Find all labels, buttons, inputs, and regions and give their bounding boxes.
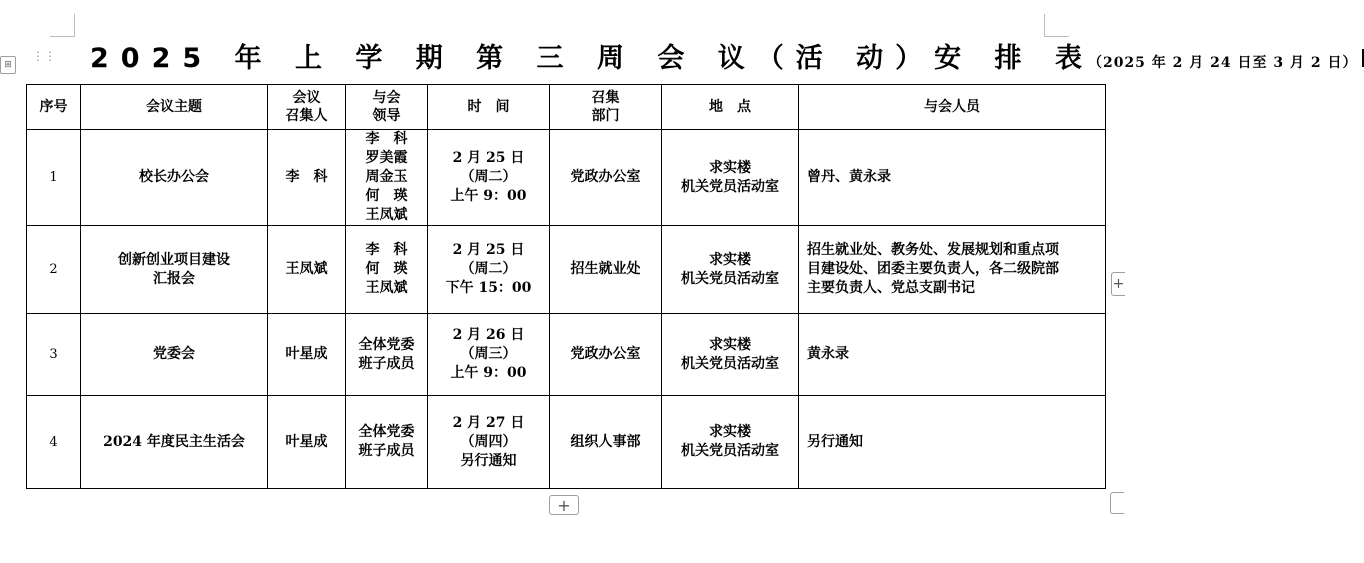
cell-topic[interactable] (81, 396, 268, 489)
leader-name: 罗美霞 (365, 150, 408, 166)
time-date: 2 月 26 日 (452, 327, 525, 343)
topic-line: 党委会 (153, 346, 195, 362)
leader-name: 班子成员 (358, 443, 415, 459)
location-room: 机关党员活动室 (681, 178, 779, 195)
schedule-table[interactable] (26, 84, 1106, 489)
header-attendees[interactable]: 与会人员 (799, 85, 1106, 130)
leader-name: 何 瑛 (365, 261, 408, 277)
leader-name: 全体党委 (358, 424, 415, 440)
table-resize-handle[interactable] (1110, 492, 1124, 514)
header-department-line: 部门 (591, 108, 620, 124)
table-row (27, 130, 1106, 226)
attendees-line: 招生就业处、教务处、发展规划和重点项 (807, 242, 1059, 258)
location-building: 求实楼 (709, 159, 751, 176)
leader-name: 李 科 (365, 242, 408, 258)
location-building: 求实楼 (709, 424, 751, 440)
cell-convener[interactable]: 叶星成 (268, 314, 346, 396)
leader-name: 全体党委 (358, 336, 415, 353)
time-date: 2 月 27 日 (452, 414, 525, 431)
table-header-row (27, 85, 1106, 130)
cell-convener[interactable]: 王凤斌 (268, 226, 346, 314)
cell-time[interactable] (428, 396, 550, 489)
leader-name: 何 瑛 (365, 188, 408, 204)
cell-attendees[interactable] (799, 314, 1106, 396)
plus-icon: + (1112, 276, 1125, 292)
topic-line: 2024 年度民主生活会 (103, 433, 245, 450)
cell-convener[interactable]: 李 科 (268, 130, 346, 226)
title-main: 2025 年 上 学 期 第 三 周 会 议（活 动）安 排 表 (90, 43, 1094, 74)
cell-index[interactable]: 2 (27, 226, 81, 314)
topic-line: 创新创业项目建设 (118, 251, 230, 268)
leader-name: 周金玉 (365, 169, 408, 185)
leader-name: 王凤斌 (365, 280, 408, 296)
topic-line: 校长办公会 (139, 169, 209, 185)
time-weekday: （周三） (460, 346, 517, 362)
header-time[interactable]: 时 间 (428, 85, 550, 130)
cell-convener[interactable]: 叶星成 (268, 396, 346, 489)
page-corner-mark-top-left (50, 14, 75, 37)
location-room: 机关党员活动室 (681, 270, 779, 287)
attendees-line: 主要负责人、党总支副书记 (807, 280, 975, 296)
header-convener-line: 会议 (292, 90, 321, 106)
leader-name: 李 科 (365, 131, 408, 147)
document-title[interactable] (90, 36, 1364, 76)
cell-department[interactable]: 组织人事部 (550, 396, 662, 489)
text-cursor (1362, 49, 1364, 67)
cell-index[interactable]: 1 (27, 130, 81, 226)
leader-name: 班子成员 (358, 355, 415, 372)
add-column-button[interactable] (1111, 272, 1125, 296)
table-row (27, 314, 1106, 396)
cell-attendees[interactable] (799, 396, 1106, 489)
attendees-line: 曾丹、黄永录 (807, 169, 891, 185)
header-leaders-line: 领导 (372, 108, 401, 124)
header-index[interactable]: 序号 (27, 85, 81, 130)
cell-leaders[interactable] (346, 130, 428, 226)
header-topic[interactable]: 会议主题 (81, 85, 268, 130)
header-leaders[interactable] (346, 85, 428, 130)
time-hour: 下午 15：00 (445, 280, 532, 296)
cell-index[interactable]: 4 (27, 396, 81, 489)
cell-leaders[interactable] (346, 396, 428, 489)
time-date: 2 月 25 日 (452, 150, 525, 166)
attendees-line: 黄永录 (807, 346, 849, 362)
header-department-line: 召集 (591, 90, 620, 106)
cell-department[interactable]: 党政办公室 (550, 130, 662, 226)
cell-attendees[interactable] (799, 226, 1106, 314)
attendees-line: 另行通知 (807, 433, 863, 450)
location-room: 机关党员活动室 (681, 355, 779, 372)
header-convener[interactable] (268, 85, 346, 130)
cell-location[interactable] (662, 396, 799, 489)
leader-name: 王凤斌 (365, 207, 408, 223)
cell-location[interactable] (662, 314, 799, 396)
page-corner-mark-top-right (1044, 14, 1069, 37)
table-row (27, 396, 1106, 489)
cell-leaders[interactable] (346, 226, 428, 314)
cell-topic[interactable] (81, 130, 268, 226)
header-leaders-line: 与会 (372, 90, 401, 106)
cell-leaders[interactable] (346, 314, 428, 396)
location-building: 求实楼 (709, 251, 751, 268)
time-hour: 上午 9：00 (450, 365, 527, 381)
time-hour: 另行通知 (460, 452, 517, 469)
topic-line: 汇报会 (153, 270, 195, 287)
cell-index[interactable]: 3 (27, 314, 81, 396)
time-weekday: （周二） (460, 169, 517, 185)
cell-attendees[interactable] (799, 130, 1106, 226)
cell-topic[interactable] (81, 226, 268, 314)
location-building: 求实楼 (709, 336, 751, 353)
title-date-range: （2025 年 2 月 24 日至 3 月 2 日） (1087, 55, 1358, 71)
time-weekday: （周四） (460, 433, 517, 450)
paragraph-drag-icon[interactable]: ⋮⋮ (32, 49, 56, 63)
cell-time[interactable] (428, 314, 550, 396)
cell-department[interactable]: 党政办公室 (550, 314, 662, 396)
cell-department[interactable]: 招生就业处 (550, 226, 662, 314)
cell-topic[interactable] (81, 314, 268, 396)
header-convener-line: 召集人 (285, 108, 328, 124)
cell-time[interactable] (428, 226, 550, 314)
cell-location[interactable] (662, 226, 799, 314)
add-row-button[interactable] (549, 495, 579, 515)
header-location[interactable]: 地 点 (662, 85, 799, 130)
table-row (27, 226, 1106, 314)
location-room: 机关党员活动室 (681, 443, 779, 459)
time-hour: 上午 9：00 (450, 188, 527, 204)
time-weekday: （周二） (460, 261, 517, 277)
table-move-handle-icon[interactable]: ⊞ (0, 56, 16, 74)
time-date: 2 月 25 日 (452, 242, 525, 258)
plus-icon: + (557, 495, 571, 515)
header-department[interactable] (550, 85, 662, 130)
cell-location[interactable] (662, 130, 799, 226)
cell-time[interactable] (428, 130, 550, 226)
attendees-line: 目建设处、团委主要负责人，各二级院部 (807, 261, 1059, 277)
